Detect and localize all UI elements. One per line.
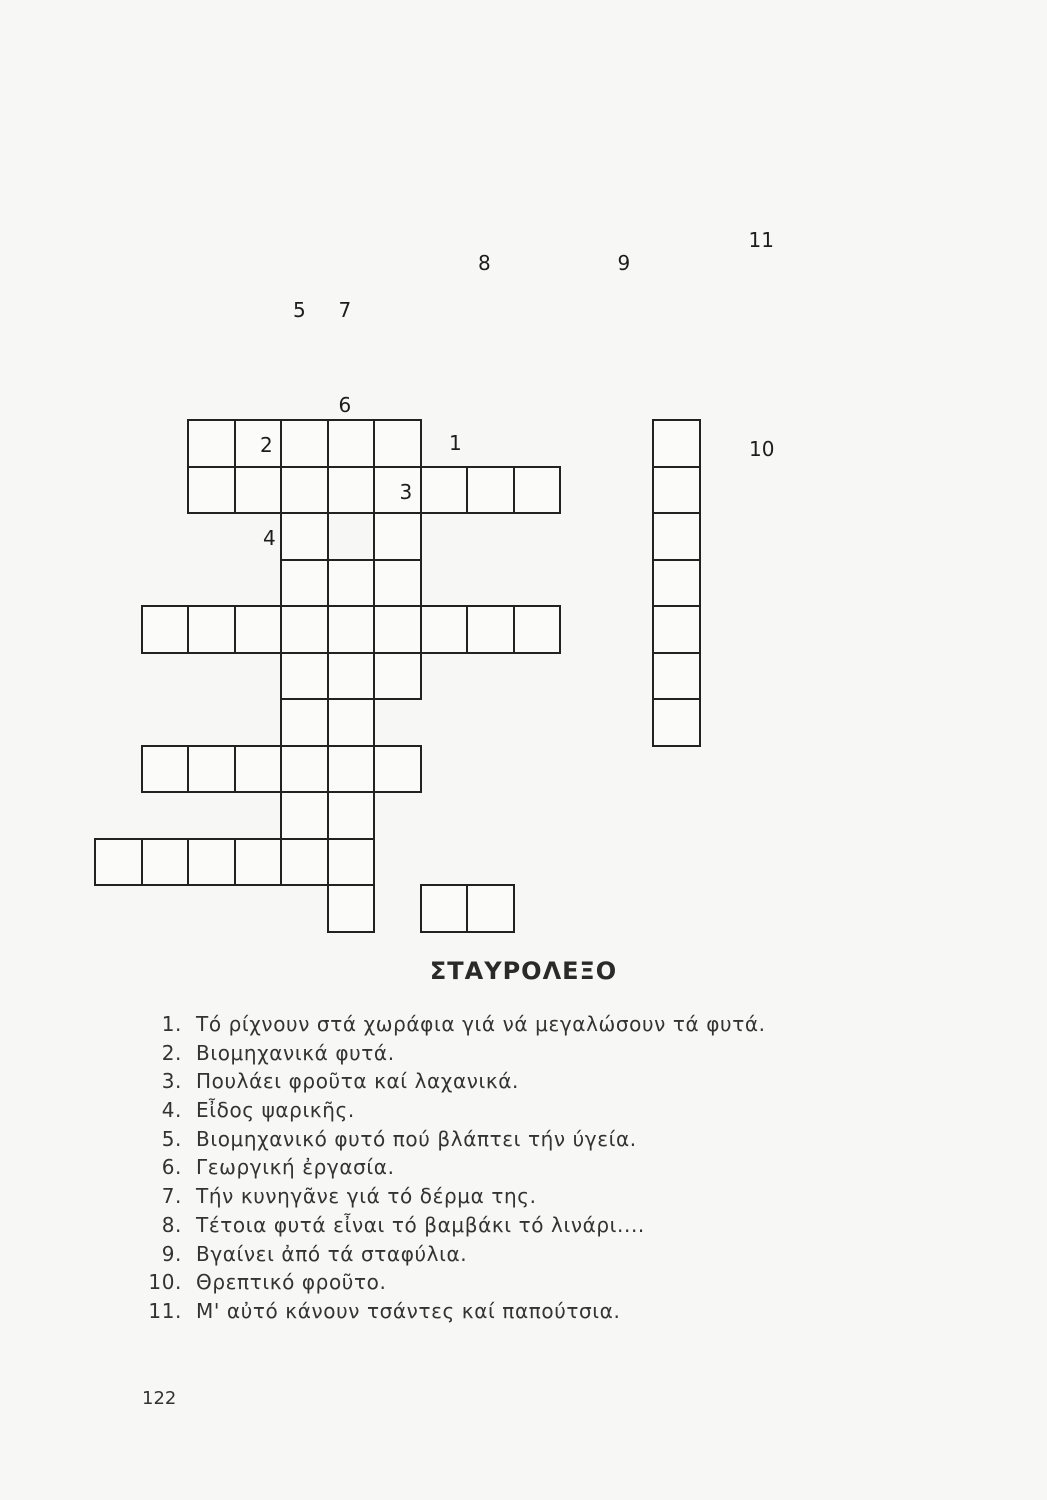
crossword-cell[interactable] — [280, 652, 329, 701]
clue-number: 10. — [148, 1270, 182, 1295]
crossword-cell[interactable] — [187, 605, 236, 654]
clue-item — [140, 1182, 766, 1211]
crossword-cell[interactable] — [327, 466, 376, 515]
clue-item — [140, 1297, 766, 1326]
crossword-cell[interactable] — [327, 698, 376, 747]
clue-number: 5. — [161, 1126, 182, 1151]
clue-number: 11. — [148, 1298, 182, 1323]
crossword-cell[interactable] — [466, 884, 515, 933]
crossword-cell[interactable] — [327, 559, 376, 608]
crossword-cell[interactable] — [373, 466, 422, 515]
clue-number: 1. — [161, 1012, 182, 1036]
crossword-cell[interactable] — [234, 466, 283, 515]
crossword-cell[interactable] — [141, 605, 190, 654]
crossword-cell[interactable] — [420, 466, 469, 515]
crossword-cell[interactable] — [466, 466, 515, 515]
crossword-cell[interactable] — [94, 838, 143, 887]
crossword-cell[interactable] — [420, 884, 469, 933]
crossword-cell[interactable] — [373, 605, 422, 654]
crossword-cell[interactable] — [327, 838, 376, 887]
clue-item — [140, 1067, 766, 1096]
crossword-cell[interactable] — [280, 698, 329, 747]
crossword-cell[interactable] — [513, 605, 562, 654]
clue-text: Γεωργική ἐργασία. — [196, 1155, 395, 1180]
clue-number: 3. — [161, 1069, 182, 1094]
clue-item — [140, 1268, 766, 1297]
clue-item — [140, 1010, 766, 1039]
crossword-cell[interactable] — [280, 419, 329, 468]
crossword-cell[interactable] — [141, 838, 190, 887]
crossword-cell[interactable] — [652, 559, 701, 608]
crossword-cell[interactable] — [187, 419, 236, 468]
clue-number: 8. — [161, 1212, 182, 1237]
crossword-cell[interactable] — [652, 512, 701, 561]
crossword-cell[interactable] — [373, 652, 422, 701]
clue-item — [140, 1096, 766, 1125]
clue-number-label: 5 — [293, 298, 306, 322]
crossword-cell[interactable] — [234, 605, 283, 654]
crossword-title: ΣΤΑΥΡΟΛΕΞΟ — [429, 957, 618, 985]
clue-number-label: 4 — [263, 526, 276, 550]
clue-text: Βιομηχανικά φυτά. — [196, 1040, 395, 1065]
clue-number: 9. — [161, 1241, 182, 1266]
crossword-cell[interactable] — [280, 466, 329, 515]
clue-text: Τέτοια φυτά εἶναι τό βαμβάκι τό λινάρι.... — [196, 1212, 645, 1237]
crossword-cell[interactable] — [234, 419, 283, 468]
crossword-cell[interactable] — [652, 652, 701, 701]
crossword-cell[interactable] — [187, 466, 236, 515]
clue-number-label: 11 — [748, 228, 774, 252]
crossword-cell[interactable] — [373, 419, 422, 468]
clue-item — [140, 1153, 766, 1182]
clue-item — [140, 1211, 766, 1240]
crossword-cell[interactable] — [280, 838, 329, 887]
crossword-cell[interactable] — [280, 745, 329, 794]
clue-text: Βγαίνει ἀπό τά σταφύλια. — [196, 1241, 468, 1266]
crossword-cell[interactable] — [280, 791, 329, 840]
crossword-cell[interactable] — [280, 559, 329, 608]
crossword-cell[interactable] — [327, 745, 376, 794]
clue-number-label: 7 — [338, 298, 352, 322]
clue-number: 6. — [161, 1155, 182, 1180]
crossword-cell[interactable] — [652, 605, 701, 654]
crossword-cell[interactable] — [466, 605, 515, 654]
clue-text: Βιομηχανικό φυτό πού βλάπτει τήν ύγεία. — [196, 1126, 637, 1151]
crossword-cell[interactable] — [327, 791, 376, 840]
crossword-cell[interactable] — [187, 838, 236, 887]
crossword-cell[interactable] — [141, 745, 190, 794]
crossword-cell[interactable] — [327, 652, 376, 701]
crossword-cell[interactable] — [373, 745, 422, 794]
clue-text: Μ' αὐτό κάνουν τσάντες καί παπούτσια. — [196, 1298, 621, 1323]
clue-text: Εἶδος ψαρικῆς. — [196, 1098, 355, 1123]
clue-text: Θρεπτικό φροῦτο. — [196, 1270, 387, 1295]
crossword-cell[interactable] — [373, 512, 422, 561]
crossword-cell[interactable] — [373, 559, 422, 608]
clue-number-label: 2 — [260, 433, 273, 457]
crossword-cell[interactable] — [327, 419, 376, 468]
clue-number: 4. — [161, 1098, 182, 1123]
clue-text: Τό ρίχνουν στά χωράφια γιά νά μεγαλώσουν τά φυτά. — [196, 1012, 766, 1036]
crossword-cell[interactable] — [280, 605, 329, 654]
crossword-cell[interactable] — [420, 605, 469, 654]
clue-number-label: 1 — [449, 431, 462, 455]
crossword-cell[interactable] — [652, 698, 701, 747]
clue-number-label: 9 — [617, 250, 631, 275]
crossword-cell[interactable] — [187, 745, 236, 794]
clue-text: Πουλάει φροῦτα καί λαχανικά. — [196, 1069, 520, 1094]
crossword-cell[interactable] — [652, 419, 701, 468]
clue-number-label: 8 — [478, 250, 491, 275]
clue-number: 2. — [161, 1040, 182, 1065]
crossword-cell[interactable] — [327, 884, 376, 933]
clue-item — [140, 1039, 766, 1068]
crossword-cell[interactable] — [234, 745, 283, 794]
crossword-cell[interactable] — [280, 512, 329, 561]
page-number: 122 — [142, 1388, 177, 1409]
clue-item — [140, 1125, 766, 1154]
clue-text: Τήν κυνηγᾶνε γιά τό δέρμα της. — [196, 1184, 537, 1209]
clue-item — [140, 1240, 766, 1269]
crossword-cell[interactable] — [234, 838, 283, 887]
clue-number: 7. — [161, 1184, 182, 1209]
clue-number-label: 3 — [399, 479, 413, 504]
crossword-cell[interactable] — [327, 605, 376, 654]
crossword-cell[interactable] — [513, 466, 562, 515]
clue-list — [140, 1010, 766, 1326]
clue-number-label: 6 — [338, 393, 352, 417]
crossword-cell[interactable] — [652, 466, 701, 515]
clue-number-label: 10 — [749, 436, 775, 461]
